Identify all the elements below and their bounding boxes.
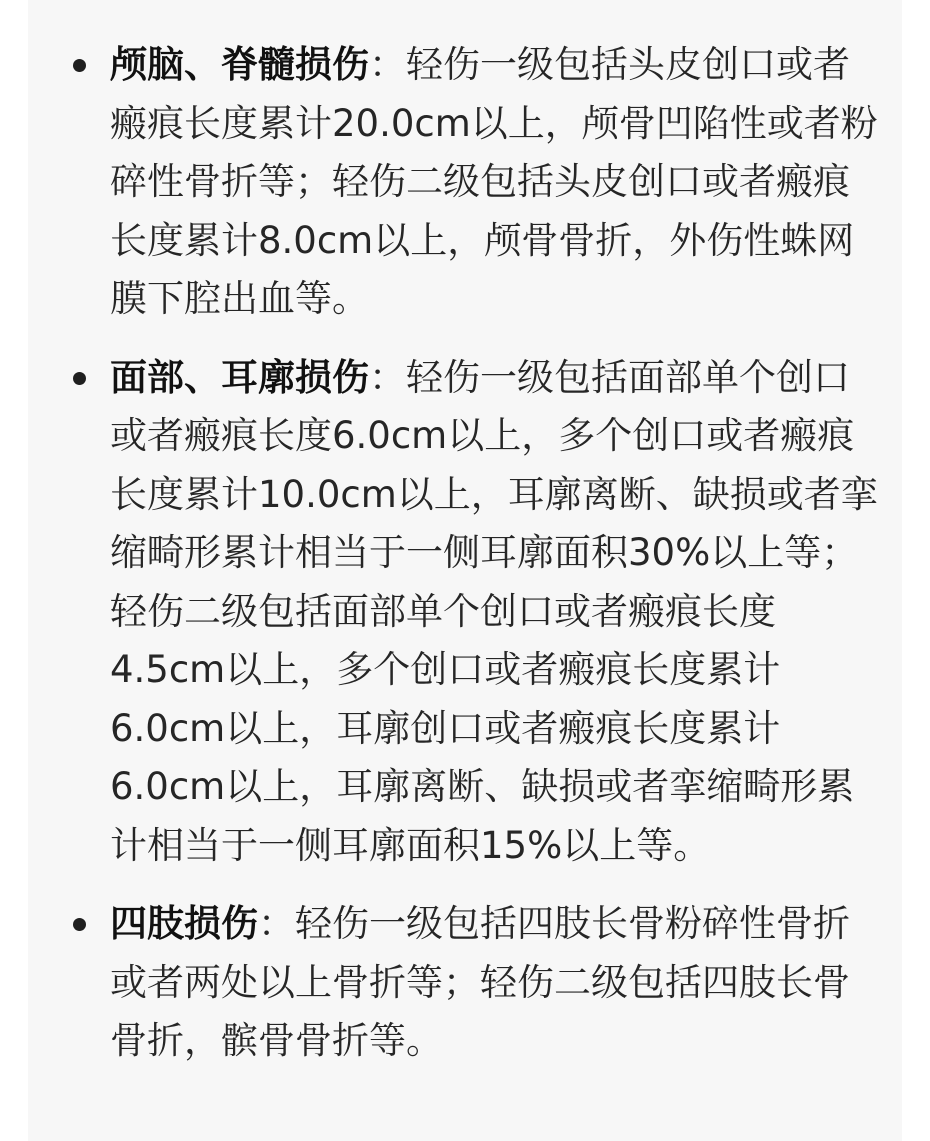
item-heading: 四肢损伤 xyxy=(110,902,258,945)
list-item-limbs xyxy=(28,895,902,1071)
bullet-icon xyxy=(73,918,86,931)
list-item-face-ear xyxy=(28,349,902,876)
item-heading: 面部、耳廓损伤 xyxy=(110,355,369,399)
item-heading: 颅脑、脊髓损伤 xyxy=(110,43,369,86)
bullet-icon xyxy=(73,59,86,72)
item-text: ：轻伤一级包括头皮创口或者瘢痕长度累计20.0cm以上，颅骨凹陷性或者粉碎性骨折等；轻伤二级包括头皮创口或者瘢痕长度累计8.0cm以上，颅骨骨折，外伤性蛛网膜下腔出血等。 xyxy=(110,43,878,320)
list-item-brain-spinal xyxy=(28,36,902,329)
item-text: ：轻伤一级包括面部单个创口或者瘢痕长度6.0cm以上，多个创口或者瘢痕长度累计10.0cm以上，耳廓离断、缺损或者挛缩畸形累计相当于一侧耳廓面积30%以上等；轻伤二级包括面部单个创口或者瘢痕长度4.5cm以上，多个创口或者瘢痕长度累计6.0cm以上，耳廓创口或者瘢痕长度累计6.0cm以上，耳廓离断、缺损或者挛缩畸形累计相当于一侧耳廓面积15%以上等。 xyxy=(110,355,878,867)
injury-list xyxy=(28,36,902,1091)
bullet-icon xyxy=(73,372,86,385)
content-card xyxy=(28,0,902,1141)
item-text: ：轻伤一级包括四肢长骨粉碎性骨折或者两处以上骨折等；轻伤二级包括四肢长骨骨折，髌骨骨折等。 xyxy=(110,902,850,1062)
